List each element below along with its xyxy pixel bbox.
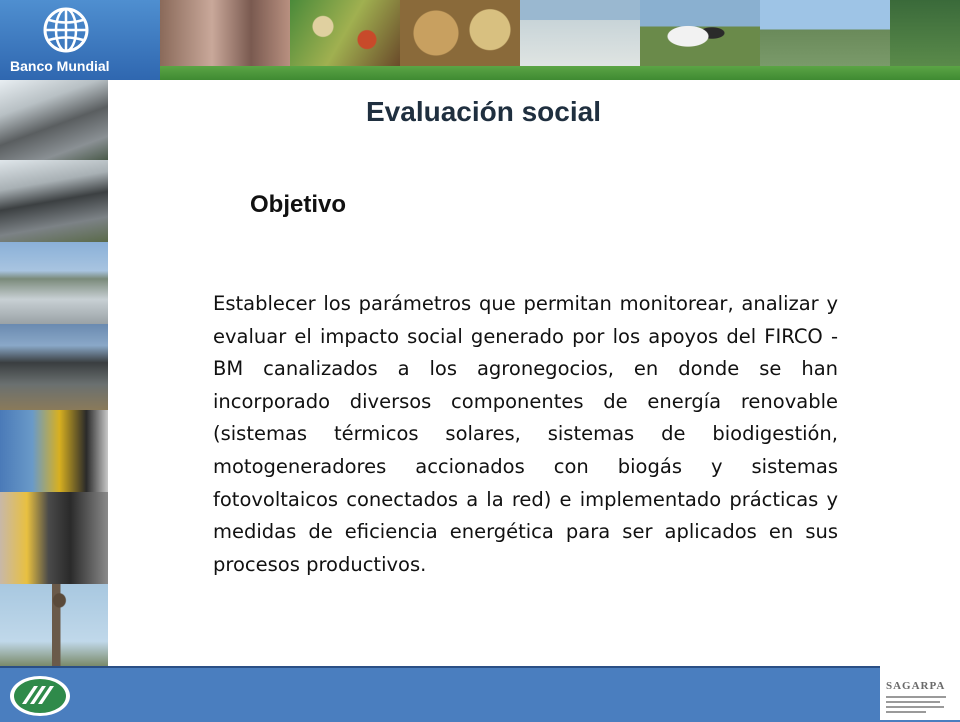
objective-paragraph: Establecer los parámetros que permitan monitorear, analizar y evaluar el impacto social generado por los apoyos del FIRCO - BM canalizados a los agronegocios, en donde se han incorporado diversos componentes de energía renovable (sistemas térmicos solares, sistemas de biodigestión, motogeneradores accionados con biogás y sistemas fotovoltaicos conectados a la red) e implementado prácticas y medidas de eficiencia energética para ser aplicados en sus procesos productivos. (213, 292, 838, 576)
photo-biodigester-3 (0, 324, 108, 410)
slide-title: Evaluación social (366, 96, 601, 127)
header-photo-landscape (890, 0, 960, 66)
left-photo-strip (0, 80, 108, 666)
sagarpa-subtext-lines (886, 694, 952, 714)
header-green-band (160, 66, 960, 80)
logo-text: Banco Mundial (10, 58, 110, 74)
sagarpa-logo-text: SAGARPA (886, 680, 946, 692)
header-photo-meat (160, 0, 290, 66)
firco-logo-icon (8, 674, 72, 718)
header-banner (0, 0, 960, 80)
photo-generator (0, 410, 108, 492)
header-photo-farmers (760, 0, 890, 66)
world-bank-logo (0, 0, 160, 80)
photo-biodigester-2 (0, 160, 108, 242)
header-photo-cattle (640, 0, 760, 66)
photo-solar-field (0, 242, 108, 324)
header-photo-facility (520, 0, 640, 66)
footer-bar (0, 666, 960, 722)
photo-engine-room (0, 492, 108, 584)
section-heading: Objetivo (250, 191, 347, 218)
header-photo-grains (400, 0, 520, 66)
globe-icon (42, 6, 90, 54)
photo-biodigester-1 (0, 80, 108, 160)
sagarpa-logo (880, 666, 960, 720)
header-photo-vegetables (290, 0, 400, 66)
photo-chimney (0, 584, 108, 666)
